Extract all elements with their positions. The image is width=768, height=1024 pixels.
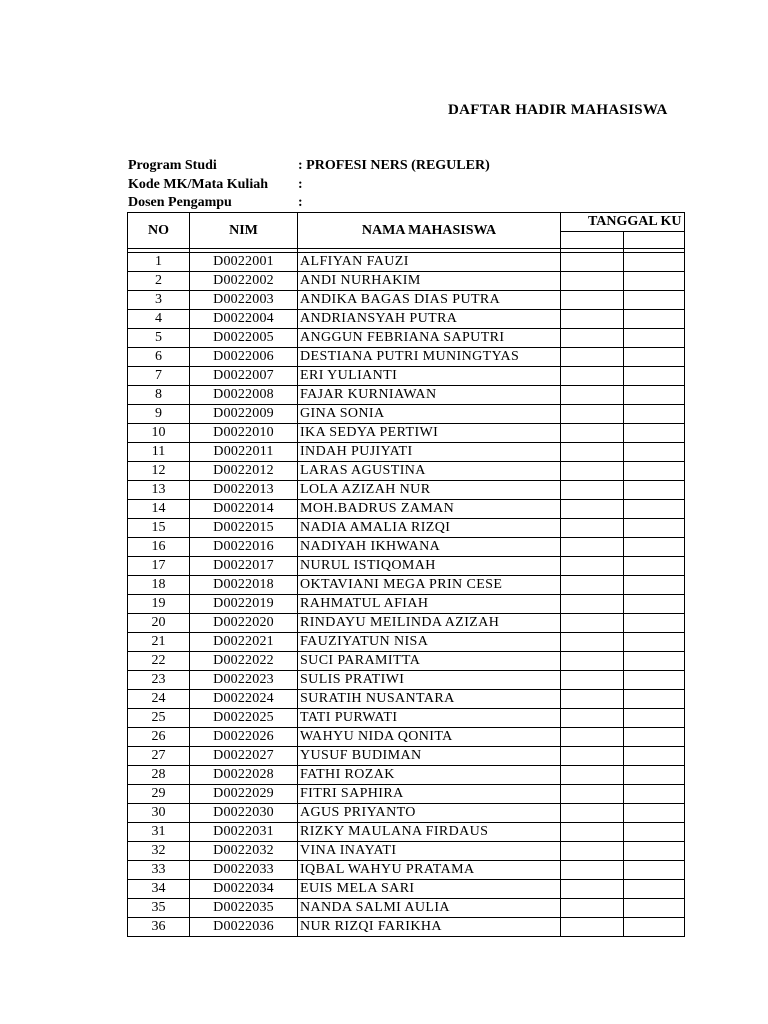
row-no: 20 [128, 614, 190, 633]
table-row [128, 576, 685, 595]
row-nim: D0022029 [190, 785, 298, 804]
row-tanggal-cell [561, 462, 624, 481]
row-nama: YUSUF BUDIMAN [298, 747, 561, 766]
row-nim: D0022032 [190, 842, 298, 861]
row-nim: D0022022 [190, 652, 298, 671]
table-row [128, 443, 685, 462]
row-tanggal-cell [561, 823, 624, 842]
row-nama: WAHYU NIDA QONITA [298, 728, 561, 747]
row-tanggal-cell [624, 918, 685, 937]
table-row [128, 671, 685, 690]
row-tanggal-cell [624, 481, 685, 500]
row-tanggal-cell [561, 709, 624, 728]
header-tanggal-cell [624, 231, 685, 249]
row-no: 21 [128, 633, 190, 652]
row-tanggal-cell [624, 614, 685, 633]
row-tanggal-cell [624, 443, 685, 462]
row-nim: D0022030 [190, 804, 298, 823]
table-row [128, 899, 685, 918]
table-row [128, 690, 685, 709]
row-nama: NADIA AMALIA RIZQI [298, 519, 561, 538]
row-tanggal-cell [624, 519, 685, 538]
table-row [128, 310, 685, 329]
attendance-table [127, 212, 685, 937]
table-row [128, 253, 685, 272]
table-row [128, 880, 685, 899]
row-nama: GINA SONIA [298, 405, 561, 424]
header-no: NO [128, 213, 190, 249]
row-nama: AGUS PRIYANTO [298, 804, 561, 823]
row-tanggal-cell [561, 443, 624, 462]
row-nim: D0022010 [190, 424, 298, 443]
row-tanggal-cell [561, 557, 624, 576]
row-tanggal-cell [561, 766, 624, 785]
row-tanggal-cell [624, 272, 685, 291]
row-tanggal-cell [561, 272, 624, 291]
row-no: 6 [128, 348, 190, 367]
row-nim: D0022026 [190, 728, 298, 747]
row-nim: D0022028 [190, 766, 298, 785]
row-tanggal-cell [561, 842, 624, 861]
row-no: 35 [128, 899, 190, 918]
row-no: 25 [128, 709, 190, 728]
table-row [128, 595, 685, 614]
row-tanggal-cell [624, 899, 685, 918]
row-no: 18 [128, 576, 190, 595]
header-nama: NAMA MAHASISWA [298, 213, 561, 249]
row-tanggal-cell [561, 652, 624, 671]
row-no: 2 [128, 272, 190, 291]
row-tanggal-cell [624, 405, 685, 424]
row-nama: SURATIH NUSANTARA [298, 690, 561, 709]
row-tanggal-cell [624, 880, 685, 899]
row-tanggal-cell [624, 253, 685, 272]
row-no: 17 [128, 557, 190, 576]
row-no: 26 [128, 728, 190, 747]
row-no: 8 [128, 386, 190, 405]
row-tanggal-cell [624, 785, 685, 804]
row-nim: D0022035 [190, 899, 298, 918]
row-tanggal-cell [561, 481, 624, 500]
row-nim: D0022034 [190, 880, 298, 899]
row-tanggal-cell [561, 595, 624, 614]
row-nim: D0022027 [190, 747, 298, 766]
row-nim: D0022007 [190, 367, 298, 386]
row-no: 23 [128, 671, 190, 690]
row-nim: D0022005 [190, 329, 298, 348]
row-nama: ANDIKA BAGAS DIAS PUTRA [298, 291, 561, 310]
table-row [128, 766, 685, 785]
row-nama: INDAH PUJIYATI [298, 443, 561, 462]
table-row [128, 462, 685, 481]
row-tanggal-cell [624, 766, 685, 785]
row-nim: D0022018 [190, 576, 298, 595]
row-no: 36 [128, 918, 190, 937]
row-nama: VINA INAYATI [298, 842, 561, 861]
row-tanggal-cell [624, 557, 685, 576]
info-label: Program Studi [128, 158, 217, 173]
row-nama: LOLA AZIZAH NUR [298, 481, 561, 500]
row-tanggal-cell [561, 367, 624, 386]
row-nama: TATI PURWATI [298, 709, 561, 728]
row-nim: D0022036 [190, 918, 298, 937]
table-row [128, 861, 685, 880]
row-tanggal-cell [624, 595, 685, 614]
row-nama: FATHI ROZAK [298, 766, 561, 785]
row-no: 13 [128, 481, 190, 500]
row-nama: RINDAYU MEILINDA AZIZAH [298, 614, 561, 633]
row-no: 4 [128, 310, 190, 329]
row-tanggal-cell [624, 671, 685, 690]
row-nama: FITRI SAPHIRA [298, 785, 561, 804]
row-tanggal-cell [561, 386, 624, 405]
info-value: : [298, 195, 303, 210]
row-nim: D0022001 [190, 253, 298, 272]
row-no: 7 [128, 367, 190, 386]
table-row [128, 386, 685, 405]
row-nama: ANDI NURHAKIM [298, 272, 561, 291]
row-nim: D0022009 [190, 405, 298, 424]
row-nama: NADIYAH IKHWANA [298, 538, 561, 557]
row-nama: EUIS MELA SARI [298, 880, 561, 899]
row-tanggal-cell [624, 728, 685, 747]
table-row [128, 272, 685, 291]
table-row [128, 329, 685, 348]
table-body [128, 253, 685, 937]
row-tanggal-cell [561, 861, 624, 880]
row-no: 11 [128, 443, 190, 462]
row-tanggal-cell [624, 861, 685, 880]
row-no: 12 [128, 462, 190, 481]
row-tanggal-cell [624, 633, 685, 652]
row-nim: D0022031 [190, 823, 298, 842]
row-nim: D0022004 [190, 310, 298, 329]
table-row [128, 614, 685, 633]
row-no: 28 [128, 766, 190, 785]
table-row [128, 918, 685, 937]
row-tanggal-cell [624, 842, 685, 861]
row-nama: FAUZIYATUN NISA [298, 633, 561, 652]
row-tanggal-cell [624, 462, 685, 481]
row-nama: RAHMATUL AFIAH [298, 595, 561, 614]
header-nim: NIM [190, 213, 298, 249]
row-tanggal-cell [624, 367, 685, 386]
row-tanggal-cell [624, 500, 685, 519]
row-nama: ALFIYAN FAUZI [298, 253, 561, 272]
row-no: 19 [128, 595, 190, 614]
table-row [128, 291, 685, 310]
row-tanggal-cell [624, 823, 685, 842]
row-no: 10 [128, 424, 190, 443]
row-no: 1 [128, 253, 190, 272]
row-nama: LARAS AGUSTINA [298, 462, 561, 481]
table-row [128, 481, 685, 500]
row-nama: OKTAVIANI MEGA PRIN CESE [298, 576, 561, 595]
row-no: 24 [128, 690, 190, 709]
table-row [128, 652, 685, 671]
row-nim: D0022025 [190, 709, 298, 728]
row-no: 9 [128, 405, 190, 424]
row-tanggal-cell [561, 918, 624, 937]
row-nim: D0022033 [190, 861, 298, 880]
row-nama: IQBAL WAHYU PRATAMA [298, 861, 561, 880]
row-nama: NANDA SALMI AULIA [298, 899, 561, 918]
row-nama: ANGGUN FEBRIANA SAPUTRI [298, 329, 561, 348]
row-nama: NURUL ISTIQOMAH [298, 557, 561, 576]
table-row [128, 709, 685, 728]
row-nim: D0022012 [190, 462, 298, 481]
row-tanggal-cell [561, 329, 624, 348]
table-row [128, 804, 685, 823]
row-tanggal-cell [561, 690, 624, 709]
row-nama: ERI YULIANTI [298, 367, 561, 386]
row-no: 15 [128, 519, 190, 538]
row-nim: D0022015 [190, 519, 298, 538]
header-tanggal: TANGGAL KU [561, 213, 685, 232]
table-row [128, 747, 685, 766]
table-row [128, 728, 685, 747]
row-tanggal-cell [561, 519, 624, 538]
row-tanggal-cell [624, 291, 685, 310]
table-row [128, 823, 685, 842]
row-tanggal-cell [624, 348, 685, 367]
row-nim: D0022020 [190, 614, 298, 633]
row-no: 33 [128, 861, 190, 880]
row-tanggal-cell [561, 728, 624, 747]
row-tanggal-cell [561, 899, 624, 918]
row-tanggal-cell [561, 291, 624, 310]
info-label: Dosen Pengampu [128, 195, 232, 210]
row-nim: D0022019 [190, 595, 298, 614]
info-label: Kode MK/Mata Kuliah [128, 177, 268, 192]
row-tanggal-cell [624, 329, 685, 348]
table-row [128, 405, 685, 424]
table-row [128, 842, 685, 861]
row-nim: D0022017 [190, 557, 298, 576]
row-tanggal-cell [624, 310, 685, 329]
row-no: 29 [128, 785, 190, 804]
row-tanggal-cell [624, 747, 685, 766]
row-tanggal-cell [561, 785, 624, 804]
table-row [128, 538, 685, 557]
row-nim: D0022016 [190, 538, 298, 557]
info-value: : PROFESI NERS (REGULER) [298, 158, 490, 173]
row-tanggal-cell [561, 424, 624, 443]
row-tanggal-cell [561, 538, 624, 557]
document-title: DAFTAR HADIR MAHASISWA [448, 102, 668, 118]
row-tanggal-cell [624, 652, 685, 671]
row-nama: IKA SEDYA PERTIWI [298, 424, 561, 443]
row-tanggal-cell [561, 671, 624, 690]
row-nim: D0022024 [190, 690, 298, 709]
row-tanggal-cell [561, 253, 624, 272]
row-no: 32 [128, 842, 190, 861]
row-nama: MOH.BADRUS ZAMAN [298, 500, 561, 519]
row-nim: D0022011 [190, 443, 298, 462]
row-tanggal-cell [561, 310, 624, 329]
table-row [128, 348, 685, 367]
table-row [128, 424, 685, 443]
header-tanggal-cell [561, 231, 624, 249]
row-tanggal-cell [624, 386, 685, 405]
table-row [128, 519, 685, 538]
row-tanggal-cell [561, 614, 624, 633]
row-no: 31 [128, 823, 190, 842]
row-no: 30 [128, 804, 190, 823]
row-tanggal-cell [624, 538, 685, 557]
row-nama: SUCI PARAMITTA [298, 652, 561, 671]
row-no: 16 [128, 538, 190, 557]
row-tanggal-cell [624, 709, 685, 728]
row-nim: D0022023 [190, 671, 298, 690]
row-no: 22 [128, 652, 190, 671]
row-nim: D0022002 [190, 272, 298, 291]
row-nim: D0022008 [190, 386, 298, 405]
row-tanggal-cell [561, 747, 624, 766]
row-nama: RIZKY MAULANA FIRDAUS [298, 823, 561, 842]
row-tanggal-cell [561, 633, 624, 652]
row-nama: SULIS PRATIWI [298, 671, 561, 690]
row-no: 14 [128, 500, 190, 519]
row-nim: D0022006 [190, 348, 298, 367]
row-tanggal-cell [561, 576, 624, 595]
row-tanggal-cell [561, 804, 624, 823]
row-no: 34 [128, 880, 190, 899]
table-row [128, 367, 685, 386]
table-row [128, 557, 685, 576]
row-nim: D0022013 [190, 481, 298, 500]
row-nama: ANDRIANSYAH PUTRA [298, 310, 561, 329]
info-value: : [298, 177, 303, 192]
row-tanggal-cell [624, 804, 685, 823]
table-row [128, 633, 685, 652]
table-row [128, 785, 685, 804]
row-tanggal-cell [561, 880, 624, 899]
row-no: 27 [128, 747, 190, 766]
row-tanggal-cell [624, 576, 685, 595]
row-no: 3 [128, 291, 190, 310]
row-tanggal-cell [561, 348, 624, 367]
row-tanggal-cell [561, 500, 624, 519]
row-nim: D0022014 [190, 500, 298, 519]
row-nama: DESTIANA PUTRI MUNINGTYAS [298, 348, 561, 367]
table-row [128, 500, 685, 519]
row-nim: D0022003 [190, 291, 298, 310]
row-nama: NUR RIZQI FARIKHA [298, 918, 561, 937]
row-tanggal-cell [624, 424, 685, 443]
row-nim: D0022021 [190, 633, 298, 652]
row-tanggal-cell [624, 690, 685, 709]
row-nama: FAJAR KURNIAWAN [298, 386, 561, 405]
row-no: 5 [128, 329, 190, 348]
row-tanggal-cell [561, 405, 624, 424]
